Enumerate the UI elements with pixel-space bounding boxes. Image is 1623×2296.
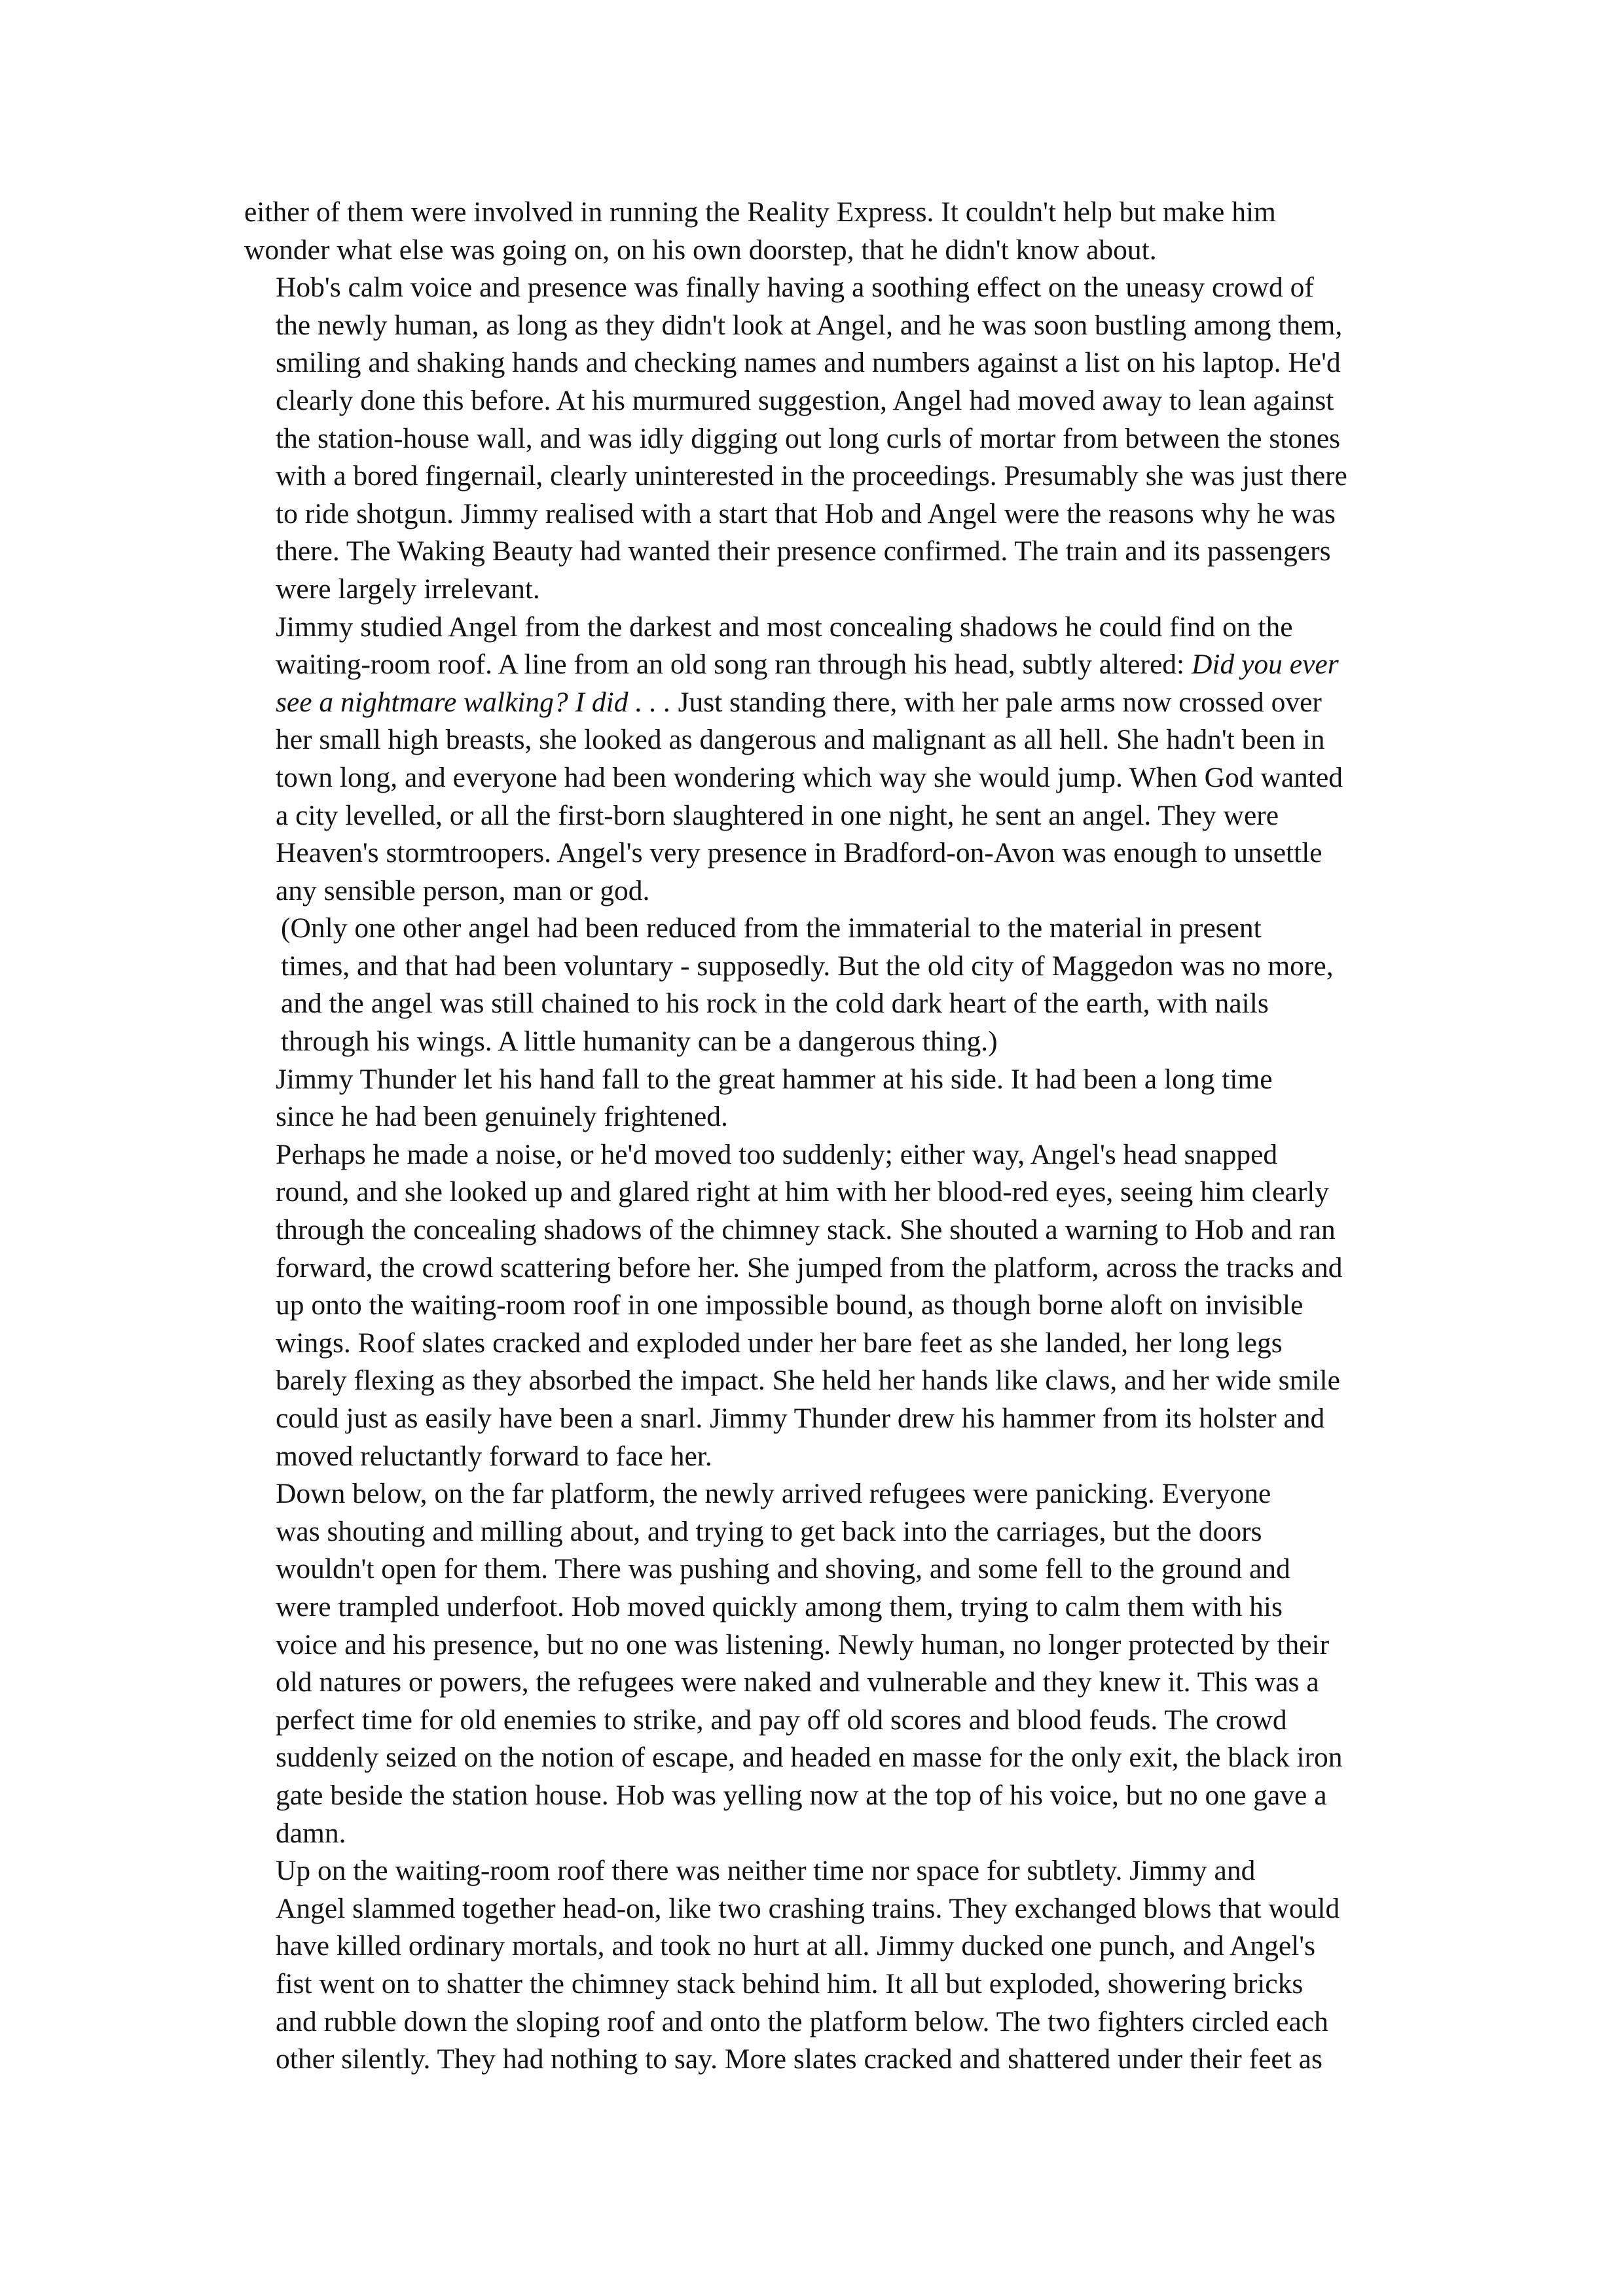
text-line: (Only one other angel had been reduced from the immaterial to the material in present [281,912,1262,944]
text-line: times, and that had been voluntary - supposedly. But the old city of Maggedon was no more, [281,950,1334,982]
text-line: Angel slammed together head-on, like two crashing trains. They exchanged blows that would [276,1892,1340,1924]
body-text [244,194,1383,2079]
text-line: gate beside the station house. Hob was yelling now at the top of his voice, but no one gave a [276,1779,1327,1811]
text-line: were trampled underfoot. Hob moved quickly among them, trying to calm them with his [276,1590,1283,1623]
text-line: forward, the crowd scattering before her. She jumped from the platform, across the tracks and [276,1251,1343,1283]
text-line: smiling and shaking hands and checking names and numbers against a list on his laptop. He'd [276,347,1341,379]
italic-lyric: Did you ever [1192,649,1339,681]
text-line: barely flexing as they absorbed the impact. She held her hands like claws, and her wide smile [276,1365,1340,1397]
text-line: Hob's calm voice and presence was finally having a soothing effect on the uneasy crowd of [276,272,1314,304]
text-line: since he had been genuinely frightened. [276,1101,728,1133]
text-line: suddenly seized on the notion of escape, and headed en masse for the only exit, the black iron [276,1742,1343,1774]
text-line: fist went on to shatter the chimney stack behind him. It all but exploded, showering bricks [276,1967,1304,2000]
text-line: Up on the waiting-room roof there was neither time nor space for subtlety. Jimmy and [276,1855,1256,1887]
text-run: waiting-room roof. A line from an old song ran through his head, subtly altered: [276,649,1192,681]
text-line: other silently. They had nothing to say. More slates cracked and shattered under their feet as [276,2043,1322,2075]
text-line: to ride shotgun. Jimmy realised with a start that Hob and Angel were the reasons why he was [276,497,1336,529]
text-line: and the angel was still chained to his rock in the cold dark heart of the earth, with nails [281,988,1269,1020]
text-line: damn. [276,1817,346,1849]
paragraph-5 [244,1061,1383,1136]
text-line: the station-house wall, and was idly digging out long curls of mortar from between the stones [276,422,1341,454]
paragraph-7 [244,1475,1383,1852]
text-line: wings. Roof slates cracked and exploded under her bare feet as she landed, her long legs [276,1327,1283,1359]
text-run: Just standing there, with her pale arms now crossed over [670,686,1322,718]
text-line: town long, and everyone had been wondering which way she would jump. When God wanted [276,761,1343,793]
text-line: and rubble down the sloping roof and onto the platform below. The two fighters circled each [276,2005,1328,2037]
text-line: could just as easily have been a snarl. Jimmy Thunder drew his hammer from its holster and [276,1403,1325,1434]
paragraph-2 [244,269,1383,608]
text-line: Heaven's stormtroopers. Angel's very presence in Bradford-on-Avon was enough to unsettle [276,837,1322,869]
text-line: any sensible person, man or god. [276,874,650,906]
italic-lyric: see a nightmare walking? I did . . . [276,686,671,718]
text-line: either of them were involved in running the Reality Express. It couldn't help but make him [244,196,1276,228]
text-line: Jimmy studied Angel from the darkest and most concealing shadows he could find on the [276,611,1293,643]
text-line: through his wings. A little humanity can be a dangerous thing.) [281,1026,998,1058]
text-line: Jimmy Thunder let his hand fall to the great hammer at his side. It had been a long time [276,1063,1273,1095]
paragraph-6 [244,1136,1383,1475]
text-line: up onto the waiting-room roof in one impossible bound, as though borne aloft on invisible [276,1289,1304,1321]
paragraph-3 [244,609,1383,910]
text-line: round, and she looked up and glared right at him with her blood-red eyes, seeing him clearly [276,1176,1330,1208]
text-line: her small high breasts, she looked as dangerous and malignant as all hell. She hadn't been in [276,724,1325,756]
text-line: moved reluctantly forward to face her. [276,1440,712,1472]
text-line: Perhaps he made a noise, or he'd moved too suddenly; either way, Angel's head snapped [276,1138,1278,1170]
text-line: wouldn't open for them. There was pushing and shoving, and some fell to the ground and [276,1553,1290,1585]
text-line: perfect time for old enemies to strike, and pay off old scores and blood feuds. The crowd [276,1704,1287,1736]
text-line: Down below, on the far platform, the newly arrived refugees were panicking. Everyone [276,1478,1271,1510]
paragraph-4 [244,910,1383,1060]
text-line: clearly done this before. At his murmured suggestion, Angel had moved away to lean against [276,384,1334,416]
text-line: there. The Waking Beauty had wanted their presence confirmed. The train and its passengers [276,535,1331,567]
text-line: voice and his presence, but no one was listening. Newly human, no longer protected by their [276,1628,1330,1660]
text-line: was shouting and milling about, and trying to get back into the carriages, but the doors [276,1515,1262,1547]
paragraph-1 [244,194,1383,269]
text-line: a city levelled, or all the first-born slaughtered in one night, he sent an angel. They were [276,799,1279,831]
paragraph-8 [244,1852,1383,2079]
text-line [244,684,1383,722]
text-line: were largely irrelevant. [276,573,540,605]
text-line: through the concealing shadows of the chimney stack. She shouted a warning to Hob and ran [276,1214,1336,1246]
text-line: with a bored fingernail, clearly uninterested in the proceedings. Presumably she was just there [276,460,1347,492]
text-line: old natures or powers, the refugees were naked and vulnerable and they knew it. This was a [276,1666,1319,1698]
text-line [244,646,1383,684]
text-line: have killed ordinary mortals, and took no hurt at all. Jimmy ducked one punch, and Angel's [276,1930,1316,1962]
text-line: wonder what else was going on, on his own doorstep, that he didn't know about. [244,234,1157,266]
text-line: the newly human, as long as they didn't look at Angel, and he was soon bustling among them, [276,309,1343,341]
